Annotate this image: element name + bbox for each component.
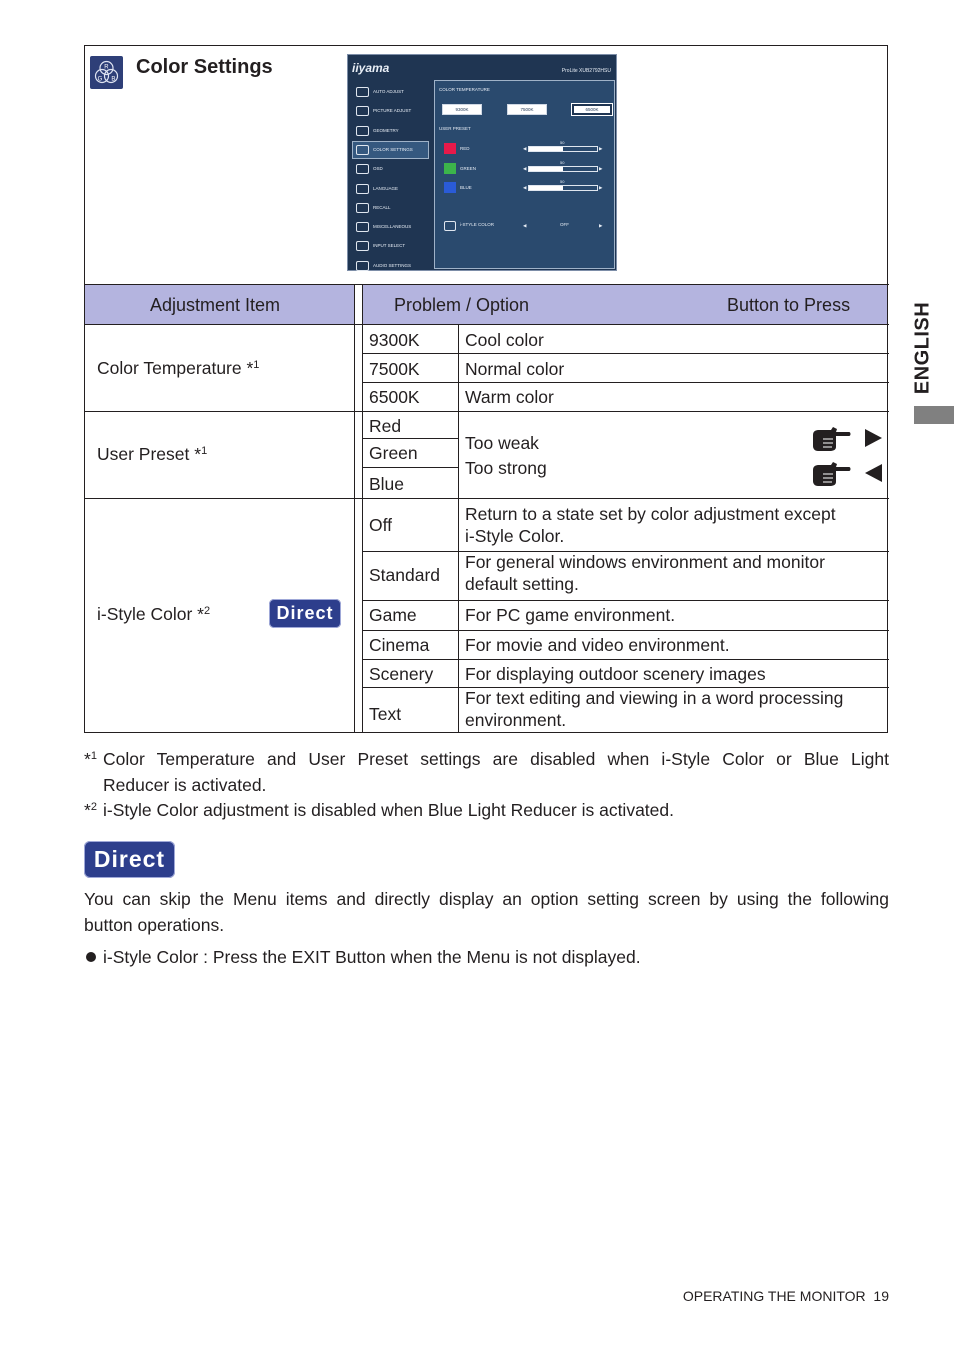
- direct-bullet-text: i-Style Color : Press the EXIT Button when the Menu is not displayed.: [103, 947, 641, 967]
- bullet-dot: [86, 952, 96, 962]
- footnote-1-line1: Color Temperature and User Preset settings are disabled when i-Style Color or Blue Light: [103, 749, 889, 769]
- rule: [458, 324, 459, 733]
- rule: [84, 284, 889, 285]
- istyle-description-cont: i-Style Color.: [465, 526, 565, 546]
- osd-channel-name: RED: [460, 146, 470, 151]
- istyle-option: Game: [369, 605, 417, 625]
- rule: [84, 324, 889, 325]
- osd-istyle-arrow-right[interactable]: ▶: [599, 223, 603, 228]
- osd-temp-9300[interactable]: 9300K: [442, 104, 482, 115]
- color-temp-option: 7500K: [369, 359, 420, 379]
- osd-menu-item[interactable]: MISCELLANEOUS: [373, 224, 412, 230]
- footnote-2-text: i-Style Color adjustment is disabled when Blue Light Reducer is activated.: [103, 800, 674, 820]
- color-temp-description: Normal color: [465, 359, 565, 379]
- osd-channel-value: 50: [560, 140, 565, 145]
- footer-section: OPERATING THE MONITOR: [682, 1288, 866, 1304]
- left-arrow-button-icon: [865, 464, 882, 482]
- too-strong-text: Too strong: [465, 458, 547, 478]
- footnote-2-mark: *$^2$: [84, 800, 97, 820]
- color-settings-icon: [90, 56, 123, 89]
- direct-paragraph-line2: button operations.: [84, 915, 225, 935]
- istyle-option: Cinema: [369, 635, 430, 655]
- rule: [84, 498, 889, 499]
- osd-menu-icon: [356, 145, 369, 155]
- header-button-to-press: Button to Press: [727, 295, 851, 315]
- osd-brand: iiyama: [352, 61, 390, 75]
- istyle-option: Off: [369, 515, 393, 535]
- osd-menu-item[interactable]: RECALL: [373, 204, 391, 210]
- osd-channel-slider-fill: [529, 186, 563, 190]
- user-preset-blue: Blue: [369, 474, 405, 494]
- osd-menu-icon: [356, 184, 369, 194]
- istyle-description: Return to a state set by color adjustment except: [465, 504, 836, 524]
- osd-channel-arrow-right[interactable]: ▶: [599, 185, 603, 190]
- osd-menu-icon: [356, 87, 369, 97]
- osd-channel-slider-fill: [529, 147, 563, 151]
- osd-menu-item[interactable]: INPUT SELECT: [373, 243, 406, 249]
- color-temp-option: 6500K: [369, 387, 420, 407]
- osd-istyle-value: OFF: [560, 222, 569, 227]
- rule: [363, 659, 889, 660]
- istyle-option: Text: [369, 704, 402, 724]
- direct-heading: Direct: [84, 841, 175, 878]
- rule: [354, 284, 355, 733]
- istyle-direct-badge: Direct: [269, 599, 341, 628]
- istyle-description: For general windows environment and monitor: [465, 552, 825, 572]
- osd-channel-name: BLUE: [460, 185, 472, 190]
- too-weak-text: Too weak: [465, 433, 539, 453]
- page-number: 19: [873, 1288, 889, 1304]
- osd-menu-item[interactable]: AUTO ADJUST: [373, 89, 404, 94]
- osd-menu-icon: [356, 261, 369, 271]
- osd-temp-6500[interactable]: 6500K: [572, 104, 612, 115]
- language-tab: [908, 298, 938, 398]
- istyle-description: For movie and video environment.: [465, 635, 730, 655]
- rule: [363, 438, 459, 439]
- icon-letter-r: R: [104, 64, 109, 71]
- osd-istyle-arrow-left[interactable]: ◀: [523, 223, 527, 228]
- osd-channel-slider[interactable]: [528, 166, 598, 172]
- osd-menu-icon: [356, 126, 369, 136]
- user-preset-green: Green: [369, 443, 418, 463]
- osd-menu-item[interactable]: COLOR SETTINGS: [373, 146, 413, 152]
- osd-menu-item[interactable]: AUDIO SETTINGS: [373, 262, 412, 268]
- rule: [363, 630, 889, 631]
- rule: [362, 284, 363, 733]
- osd-model: ProLite XUB2792HSU: [561, 68, 611, 74]
- osd-channel-arrow-left[interactable]: ◀: [523, 165, 527, 171]
- istyle-description-cont: default setting.: [465, 574, 579, 594]
- osd-channel-value: 50: [560, 179, 565, 184]
- page-footer: [683, 1288, 889, 1304]
- osd-menu-icon: [356, 106, 369, 116]
- color-temp-description: Warm color: [465, 387, 554, 407]
- osd-channel-swatch: [444, 182, 456, 193]
- osd-channel-slider[interactable]: [528, 185, 598, 191]
- osd-channel-swatch: [444, 163, 456, 174]
- osd-menu-item[interactable]: LANGUAGE: [373, 185, 399, 191]
- osd-menu-icon: [356, 222, 369, 232]
- osd-channel-swatch: [444, 143, 456, 154]
- color-temp-description: Cool color: [465, 330, 544, 350]
- osd-channel-slider[interactable]: [528, 146, 598, 152]
- istyle-description: For displaying outdoor scenery images: [465, 664, 766, 684]
- direct-paragraph-line1: You can skip the Menu items and directly display an option setting screen by using the following: [84, 889, 889, 909]
- osd-menu-icon: [356, 241, 369, 251]
- rule: [363, 600, 889, 601]
- footnote-1-mark: *$^1$: [84, 749, 97, 769]
- osd-menu-icon: [356, 203, 369, 213]
- osd-channel-arrow-right[interactable]: ▶: [599, 165, 603, 171]
- osd-menu-item[interactable]: GEOMETRY: [373, 127, 399, 133]
- color-temperature-label: Color Temperature *$^1$: [97, 358, 260, 378]
- osd-channel-name: GREEN: [460, 165, 477, 171]
- rule: [363, 382, 889, 383]
- istyle-option: Standard: [369, 565, 441, 585]
- osd-istyle-icon: [444, 221, 456, 231]
- section-title: Color Settings: [136, 56, 273, 78]
- pointing-hand-icon: [811, 462, 851, 491]
- rule: [84, 411, 889, 412]
- istyle-description: For PC game environment.: [465, 605, 676, 625]
- pointing-hand-icon: [811, 427, 851, 456]
- osd-menu-item[interactable]: OSD: [373, 166, 383, 172]
- user-preset-red: Red: [369, 416, 402, 436]
- osd-channel-arrow-left[interactable]: ◀: [523, 146, 527, 151]
- osd-menu-item[interactable]: PICTURE ADJUST: [373, 108, 412, 114]
- osd-istyle-label: i-STYLE COLOR: [460, 222, 495, 227]
- osd-temp-7500[interactable]: 7500K: [507, 104, 547, 115]
- osd-screenshot: [347, 54, 617, 271]
- osd-channel-value: 50: [560, 159, 565, 165]
- color-temp-option: 9300K: [369, 330, 420, 350]
- language-tab-marker: [914, 406, 954, 424]
- istyle-color-label: i-Style Color *$^2$: [97, 604, 211, 624]
- istyle-description: For text editing and viewing in a word processing: [465, 688, 844, 708]
- header-adjustment-item: Adjustment Item: [150, 295, 281, 315]
- footnote-1-line2: Reducer is activated.: [103, 775, 267, 795]
- osd-channel-arrow-left[interactable]: ◀: [523, 185, 527, 190]
- user-preset-label: User Preset *$^1$: [97, 444, 208, 464]
- osd-channel-arrow-right[interactable]: ▶: [599, 146, 603, 151]
- osd-channel-slider-fill: [529, 167, 563, 171]
- icon-letter-b: B: [111, 76, 116, 83]
- right-arrow-button-icon: [865, 429, 882, 447]
- rule: [363, 467, 459, 468]
- osd-color-temp-label: COLOR TEMPERATURE: [439, 87, 490, 92]
- istyle-description-cont: environment.: [465, 710, 567, 730]
- osd-user-preset-label: USER PRESET: [439, 126, 471, 131]
- language-tab-label: ENGLISH: [911, 301, 934, 395]
- icon-letter-g: G: [97, 76, 103, 83]
- rule: [363, 353, 889, 354]
- header-problem-option: Problem / Option: [394, 295, 530, 315]
- istyle-option: Scenery: [369, 664, 434, 684]
- osd-menu-icon: [356, 164, 369, 174]
